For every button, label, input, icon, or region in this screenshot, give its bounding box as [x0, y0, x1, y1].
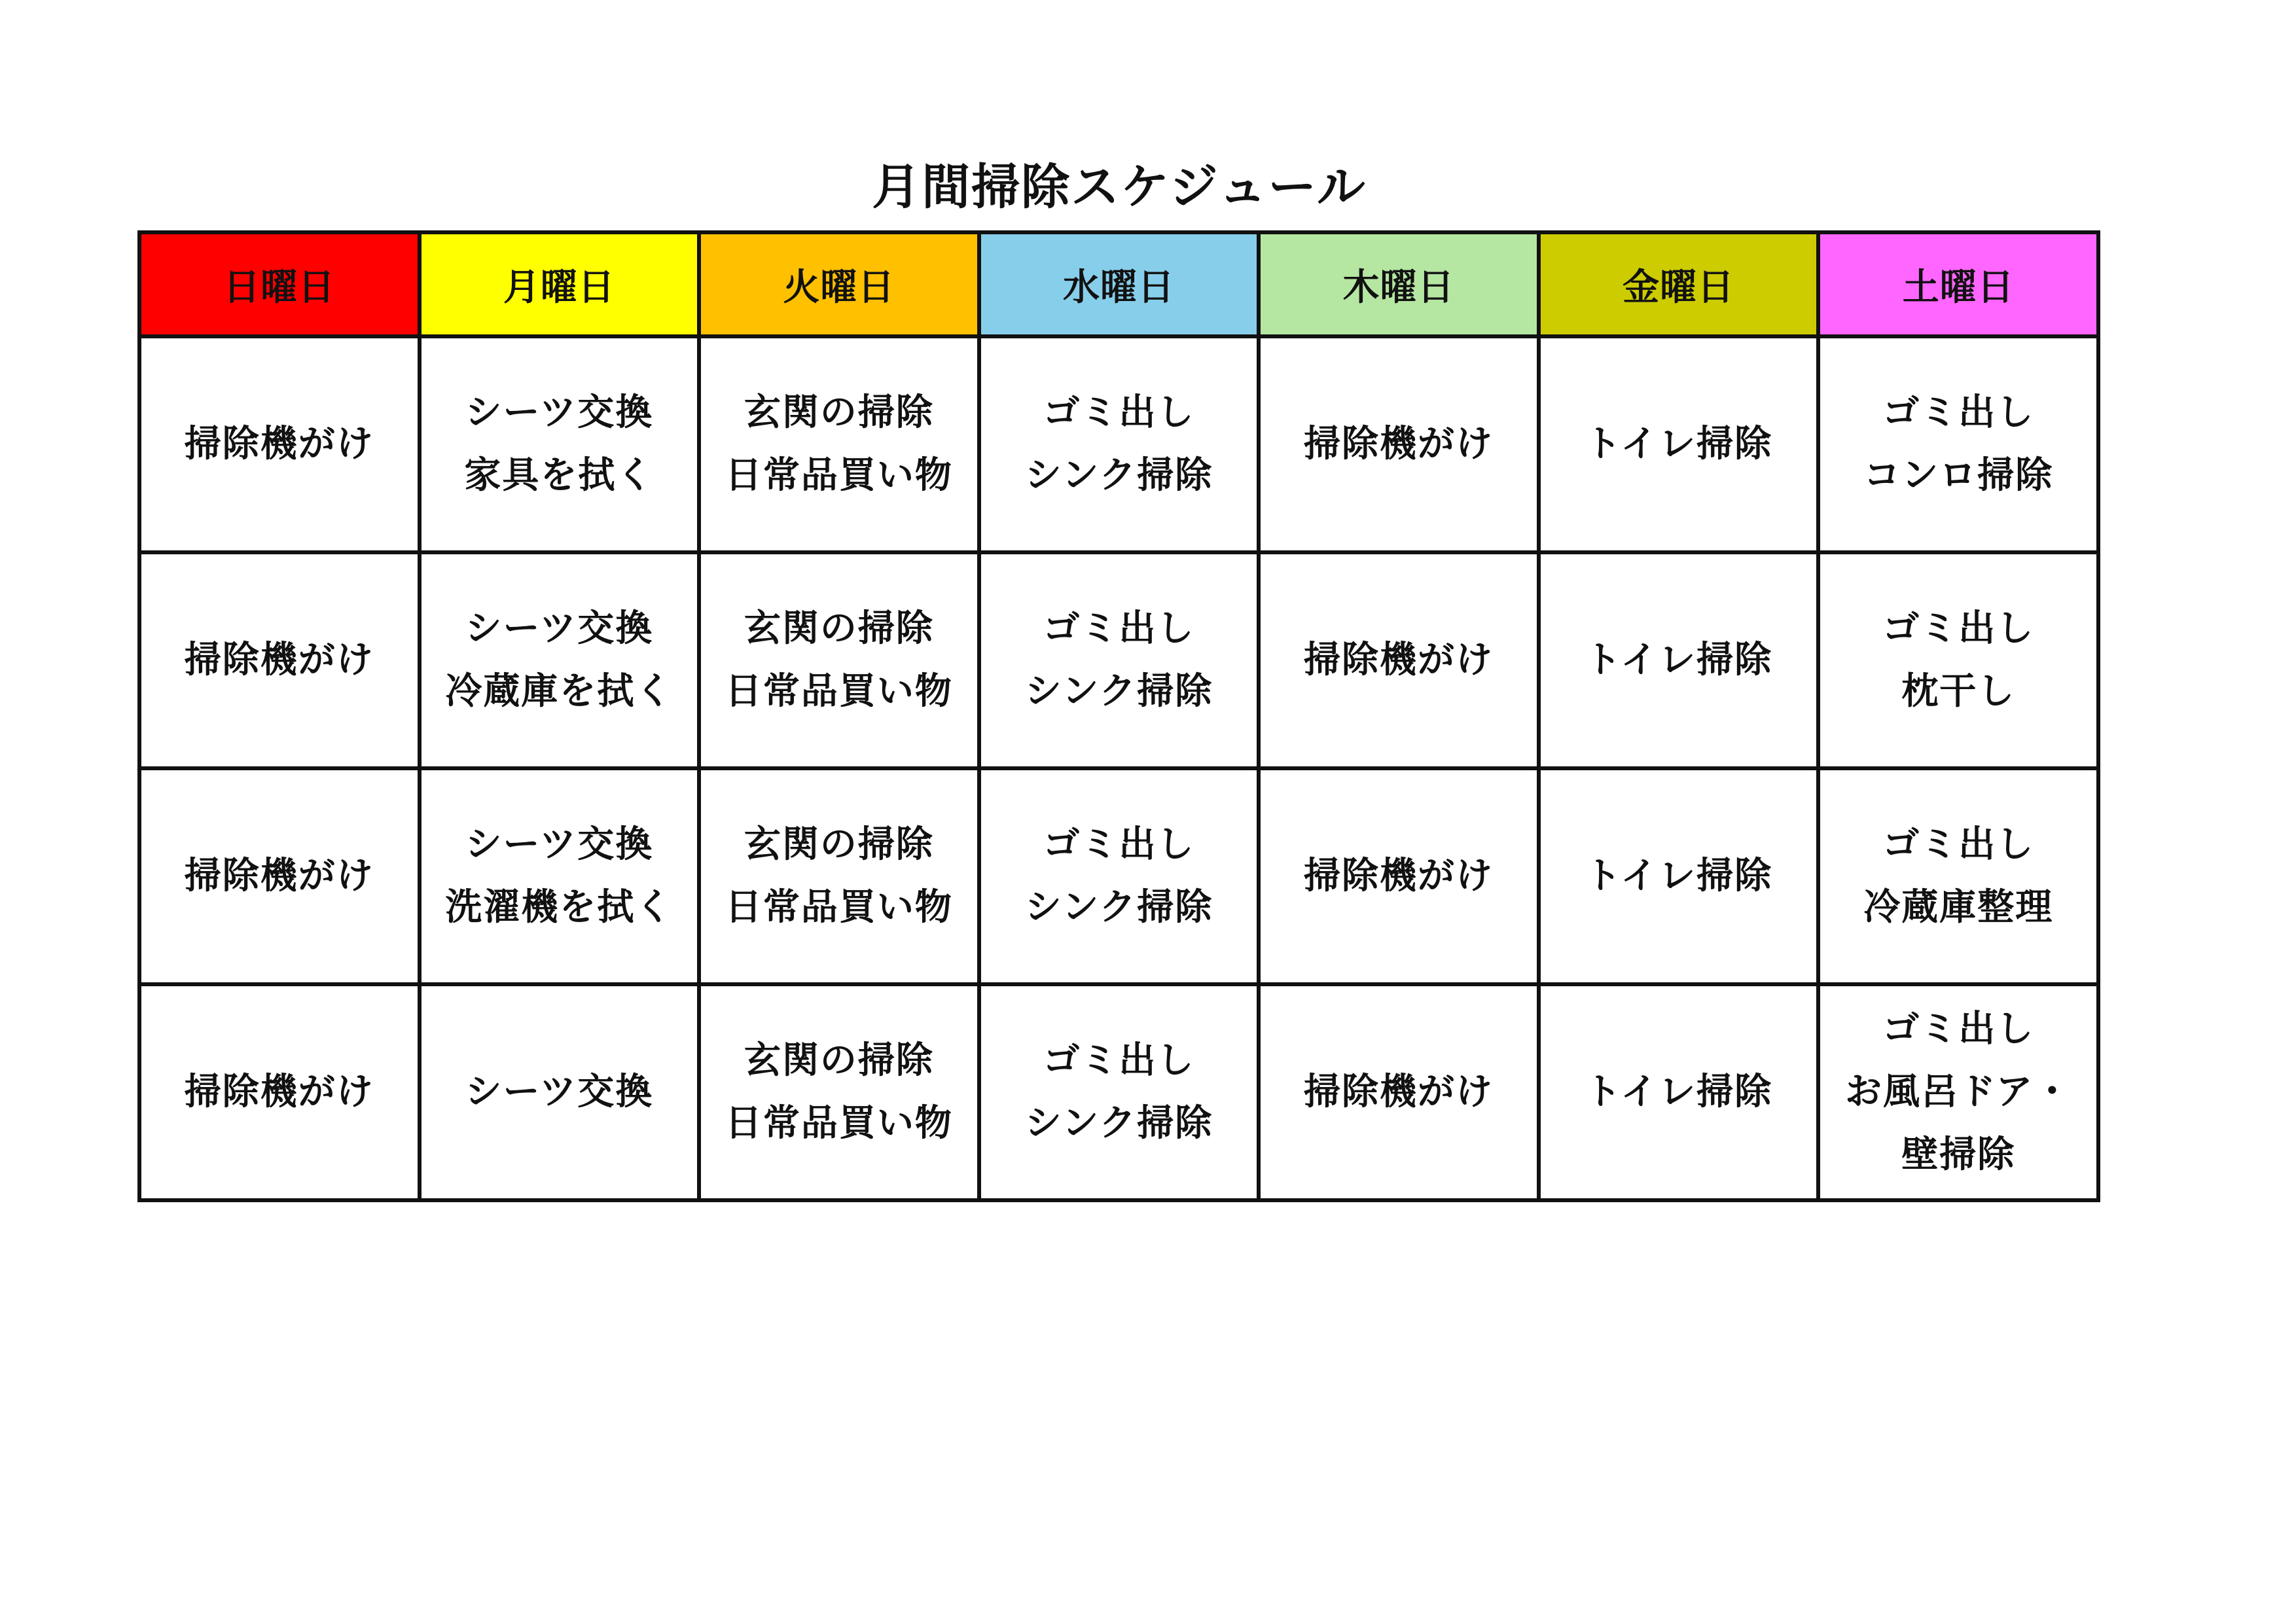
schedule-table — [137, 230, 2100, 1202]
task-cell — [1259, 552, 1539, 768]
task-cell — [420, 552, 700, 768]
task-text: 枕干し — [1901, 670, 2016, 713]
task-cell — [699, 984, 979, 1200]
task-text: シーツ交換 — [465, 823, 654, 866]
task-cell — [420, 768, 700, 984]
task-text: 玄関の掃除 — [744, 607, 934, 650]
weekday-header-5: 金曜日 — [1539, 232, 1819, 336]
task-text: シンク掃除 — [1024, 886, 1213, 929]
task-cell — [1818, 552, 2098, 768]
task-cell — [1259, 336, 1539, 552]
task-cell — [1539, 984, 1819, 1200]
weekday-header-4: 木曜日 — [1259, 232, 1539, 336]
task-text: ゴミ出し — [1882, 823, 2035, 866]
task-text: 掃除機がけ — [1304, 1071, 1494, 1113]
task-text: シーツ交換 — [465, 607, 654, 650]
task-text: トイレ掃除 — [1584, 855, 1773, 897]
task-text: ゴミ出し — [1882, 1008, 2035, 1050]
task-cell — [1259, 984, 1539, 1200]
task-cell — [979, 336, 1259, 552]
task-text: コンロ掃除 — [1863, 454, 2054, 497]
task-text: 掃除機がけ — [1304, 423, 1494, 465]
week-row — [139, 984, 2098, 1200]
task-text: 掃除機がけ — [1304, 639, 1494, 681]
task-cell — [1259, 768, 1539, 984]
task-text: お風呂ドア・ — [1845, 1071, 2072, 1113]
task-cell — [1539, 336, 1819, 552]
week-row — [139, 768, 2098, 984]
task-text: ゴミ出し — [1882, 607, 2035, 650]
task-text: 家具を拭く — [464, 454, 655, 497]
task-cell — [1539, 552, 1819, 768]
task-text: 壁掃除 — [1901, 1133, 2016, 1176]
task-text: シーツ交換 — [465, 391, 654, 434]
week-row — [139, 336, 2098, 552]
weekday-header-0: 日曜日 — [139, 232, 420, 336]
task-cell — [979, 984, 1259, 1200]
task-text: 玄関の掃除 — [744, 1039, 934, 1082]
task-cell — [1818, 984, 2098, 1200]
weekday-header-3: 水曜日 — [979, 232, 1259, 336]
task-cell — [139, 984, 420, 1200]
task-text: 掃除機がけ — [184, 423, 374, 465]
task-cell — [979, 552, 1259, 768]
task-text: シンク掃除 — [1024, 1102, 1213, 1145]
task-text: 冷蔵庫整理 — [1863, 886, 2054, 929]
weekday-header-6: 土曜日 — [1818, 232, 2098, 336]
task-text: 掃除機がけ — [184, 639, 374, 681]
schedule-body — [139, 336, 2098, 1200]
task-cell — [420, 984, 700, 1200]
page-title: 月間掃除スケジュール — [872, 159, 1367, 215]
task-cell — [699, 552, 979, 768]
task-text: 洗濯機を拭く — [445, 886, 673, 929]
task-text: シンク掃除 — [1024, 454, 1213, 497]
task-text: 玄関の掃除 — [744, 823, 934, 866]
task-text: 日常品買い物 — [725, 670, 953, 713]
task-text: ゴミ出し — [1043, 607, 1195, 650]
weekday-header-2: 火曜日 — [699, 232, 979, 336]
task-text: シンク掃除 — [1024, 670, 1213, 713]
task-text: トイレ掃除 — [1584, 1071, 1773, 1113]
task-text: ゴミ出し — [1043, 1039, 1195, 1082]
task-text: ゴミ出し — [1043, 391, 1195, 434]
task-cell — [1818, 768, 2098, 984]
task-text: 日常品買い物 — [725, 1102, 953, 1145]
week-row — [139, 552, 2098, 768]
task-text: ゴミ出し — [1882, 391, 2035, 434]
weekday-header-row — [139, 232, 2098, 336]
task-text: 掃除機がけ — [184, 1071, 374, 1113]
task-cell — [979, 768, 1259, 984]
task-cell — [1539, 768, 1819, 984]
task-text: ゴミ出し — [1043, 823, 1195, 866]
task-cell — [699, 768, 979, 984]
task-cell — [699, 336, 979, 552]
task-text: 掃除機がけ — [1304, 855, 1494, 897]
task-cell — [420, 336, 700, 552]
weekday-header-1: 月曜日 — [420, 232, 700, 336]
task-cell — [1818, 336, 2098, 552]
task-cell — [139, 768, 420, 984]
task-text: トイレ掃除 — [1584, 639, 1773, 681]
task-cell — [139, 336, 420, 552]
task-text: 掃除機がけ — [184, 855, 374, 897]
task-text: 冷蔵庫を拭く — [445, 670, 673, 713]
task-cell — [139, 552, 420, 768]
task-text: 日常品買い物 — [725, 886, 953, 929]
task-text: シーツ交換 — [465, 1071, 654, 1113]
task-text: 玄関の掃除 — [744, 391, 934, 434]
task-text: 日常品買い物 — [725, 454, 953, 497]
task-text: トイレ掃除 — [1584, 423, 1773, 465]
